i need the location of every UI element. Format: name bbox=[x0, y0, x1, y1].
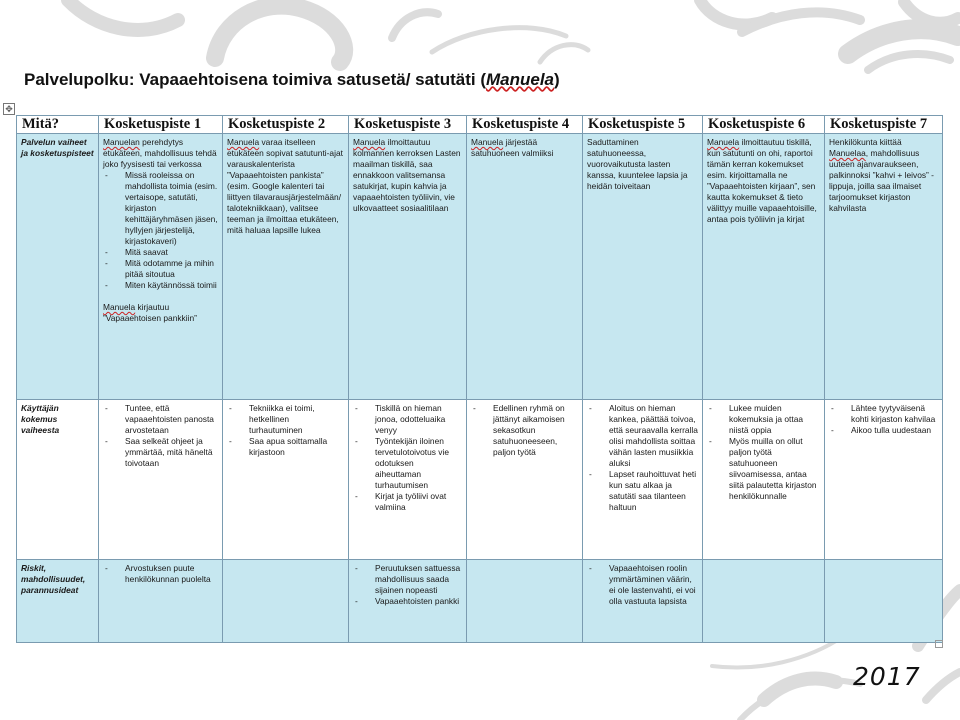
page-title bbox=[24, 70, 560, 90]
cell bbox=[467, 560, 583, 643]
cell bbox=[583, 400, 703, 560]
cell bbox=[349, 134, 467, 400]
list-item: - Vapaaehtoisten pankki bbox=[353, 596, 462, 607]
header-touchpoint-6: Kosketuspiste 6 bbox=[703, 116, 825, 134]
bullet-list bbox=[829, 403, 938, 436]
list-item: - Miten käytännössä toimii bbox=[103, 280, 218, 291]
list-item: - Mitä odotamme ja mihin pitää sitoutua bbox=[103, 258, 218, 280]
cell bbox=[99, 560, 223, 643]
list-item: - Aloitus on hieman kankea, päättää toivoa, että seuraavalla kerralla olisi mahdollista soittaa vähän lasten musiikkia aluksi bbox=[587, 403, 698, 469]
bullet-list bbox=[227, 403, 344, 458]
list-item: - Tekniikka ei toimi, hetkellinen turhautuminen bbox=[227, 403, 344, 436]
cell bbox=[349, 560, 467, 643]
list-item: - Saa apua soittamalla kirjastoon bbox=[227, 436, 344, 458]
bullet-list bbox=[103, 170, 218, 291]
bullet-list bbox=[353, 563, 462, 607]
header-touchpoint-5: Kosketuspiste 5 bbox=[583, 116, 703, 134]
cell-text: Manuela ilmoittautuu tiskillä, kun satutunti on ohi, raportoi tämän kerran kokemukset esim. kirjoittamalla ne ”Vapaaehtoisten kirjaan”, sen kautta kokemukset & tieto välittyy muille vapaaehtoisille, antaa pois työliivin ja kirjat bbox=[707, 137, 817, 224]
bullet-list bbox=[707, 403, 820, 502]
bullet-list bbox=[587, 403, 698, 513]
bullet-list bbox=[353, 403, 462, 513]
header-touchpoint-1: Kosketuspiste 1 bbox=[99, 116, 223, 134]
header-touchpoint-4: Kosketuspiste 4 bbox=[467, 116, 583, 134]
table-row bbox=[17, 134, 943, 400]
list-item: - Missä rooleissa on mahdollista toimia (esim. vertaisope, satutäti, kirjaston kehittäjäryhmäsen jäsen, hyllyjen järjestelijä, kirjastokaveri) bbox=[103, 170, 218, 247]
page-title-name: Manuela bbox=[485, 70, 555, 89]
cell bbox=[349, 400, 467, 560]
year-label: 2017 bbox=[853, 662, 921, 691]
list-item: - Työntekijän iloinen tervetulotoivotus vie odotuksen aiheuttaman turhautumisen bbox=[353, 436, 462, 491]
list-item: - Aikoo tulla uudestaan bbox=[829, 425, 938, 436]
spellcheck-word: Manuela bbox=[471, 137, 504, 147]
list-item: - Arvostuksen puute henkilökunnan puolelta bbox=[103, 563, 218, 585]
page-title-suffix: ) bbox=[554, 70, 560, 89]
cell bbox=[99, 134, 223, 400]
cell-text: Manuela järjestää satuhuoneen valmiiksi bbox=[471, 137, 554, 158]
list-item: - Lähtee tyytyväisenä kohti kirjaston kahvilaa bbox=[829, 403, 938, 425]
cell bbox=[467, 134, 583, 400]
list-item: - Edellinen ryhmä on jättänyt aikamoisen sekasotkun satuhuoneeseen, paljon työtä bbox=[471, 403, 578, 458]
cell bbox=[825, 400, 943, 560]
spellcheck-word: Manuela bbox=[103, 302, 136, 312]
spellcheck-word: Manuelan bbox=[103, 137, 140, 147]
cell-text: Manuela kirjautuu ”Vapaaehtoisen pankkiin” bbox=[103, 302, 197, 323]
spellcheck-word: Manuela bbox=[353, 137, 386, 147]
header-touchpoint-3: Kosketuspiste 3 bbox=[349, 116, 467, 134]
cell-text: Manuelan perehdytys etukäteen, mahdollisuus tehdä joko fyysisesti tai verkossa bbox=[103, 137, 217, 169]
spellcheck-word: Manuela bbox=[707, 137, 740, 147]
row-label-text: Käyttäjän kokemus vaiheesta bbox=[21, 403, 60, 435]
list-item: - Kirjat ja työliivi ovat valmiina bbox=[353, 491, 462, 513]
bullet-list bbox=[587, 563, 698, 607]
bullet-list bbox=[103, 403, 218, 469]
cell bbox=[825, 134, 943, 400]
header-touchpoint-7: Kosketuspiste 7 bbox=[825, 116, 943, 134]
cell bbox=[223, 560, 349, 643]
row-label-text: Palvelun vaiheet ja kosketuspisteet bbox=[21, 137, 94, 158]
list-item: - Saa selkeät ohjeet ja ymmärtää, mitä häneltä toivotaan bbox=[103, 436, 218, 469]
list-item: - Tuntee, että vapaaehtoisten panosta arvostetaan bbox=[103, 403, 218, 436]
spellcheck-word: Manuelaa bbox=[829, 148, 866, 158]
cell bbox=[703, 134, 825, 400]
header-corner: Mitä? bbox=[17, 116, 99, 134]
cell bbox=[223, 134, 349, 400]
page-title-prefix: Palvelupolku: Vapaaehtoisena toimiva satusetä/ satutäti ( bbox=[24, 70, 486, 89]
row-label-text: Riskit, mahdollisuudet, parannusideat bbox=[21, 563, 86, 595]
list-item: - Lukee muiden kokemuksia ja ottaa niistä oppia bbox=[707, 403, 820, 436]
cell bbox=[703, 560, 825, 643]
list-item: - Mitä saavat bbox=[103, 247, 218, 258]
bullet-list bbox=[103, 563, 218, 585]
service-path-table bbox=[16, 115, 943, 643]
bullet-list bbox=[471, 403, 578, 458]
cell bbox=[223, 400, 349, 560]
cell bbox=[467, 400, 583, 560]
header-row bbox=[17, 116, 943, 134]
cell-text: Henkilökunta kiittää Manuelaa, mahdollisuus uuteen ajanvaraukseen, palkinnoksi ”kahvi + leivos” -lippuja, joilla saa ilmaiset tarjoomukset kirjaston kahvilasta bbox=[829, 137, 934, 213]
cell bbox=[703, 400, 825, 560]
list-item: - Vapaaehtoisen roolin ymmärtäminen väärin, ei ole lastenvahti, ei voi olla vastuuta lapsista bbox=[587, 563, 698, 607]
row-label-risks bbox=[17, 560, 99, 643]
cell bbox=[583, 134, 703, 400]
header-touchpoint-2: Kosketuspiste 2 bbox=[223, 116, 349, 134]
cell bbox=[825, 560, 943, 643]
spellcheck-word: Manuela bbox=[227, 137, 260, 147]
cell-spacer bbox=[103, 291, 218, 302]
table-row bbox=[17, 560, 943, 643]
table-resize-handle[interactable] bbox=[935, 640, 943, 648]
cell-text: Saduttaminen satuhuoneessa, vuorovaikutusta lasten kanssa, kuuntelee lapsia ja heidän toiveitaan bbox=[587, 137, 688, 191]
list-item: - Myös muilla on ollut paljon työtä satuhuoneen siivoamisessa, antaa siitä palautetta kirjaston henkilökunnalle bbox=[707, 436, 820, 502]
cell bbox=[99, 400, 223, 560]
table-move-handle-icon[interactable]: ✥ bbox=[3, 103, 15, 115]
cell bbox=[583, 560, 703, 643]
list-item: - Tiskillä on hieman jonoa, odotteluaika venyy bbox=[353, 403, 462, 436]
table-row bbox=[17, 400, 943, 560]
cell-text: Manuela varaa itselleen etukäteen sopivat satutunti-ajat varauskalenterista ”Vapaaehtoisten pankista” (esim. Google kalenteri tai liittyen tilavarausjärjestelmään/ talotekniikkaan), valitsee teeman ja ilmoittaa etukäteen, mitä haluaa lapsille lukea bbox=[227, 137, 343, 235]
cell-text: Manuela ilmoittautuu kolmannen kerroksen Lasten maailman tiskillä, saa ennakkoon valitsemansa satukirjat, kupin kahvia ja vapaaehtoisten työliivin, vie ulkovaatteet sosiaalitilaan bbox=[353, 137, 461, 213]
row-label-stages bbox=[17, 134, 99, 400]
list-item: - Peruutuksen sattuessa mahdollisuus saada sijainen nopeasti bbox=[353, 563, 462, 596]
row-label-experience bbox=[17, 400, 99, 560]
list-item: - Lapset rauhoittuvat heti kun satu alkaa ja satutäti saa tilanteen haltuun bbox=[587, 469, 698, 513]
